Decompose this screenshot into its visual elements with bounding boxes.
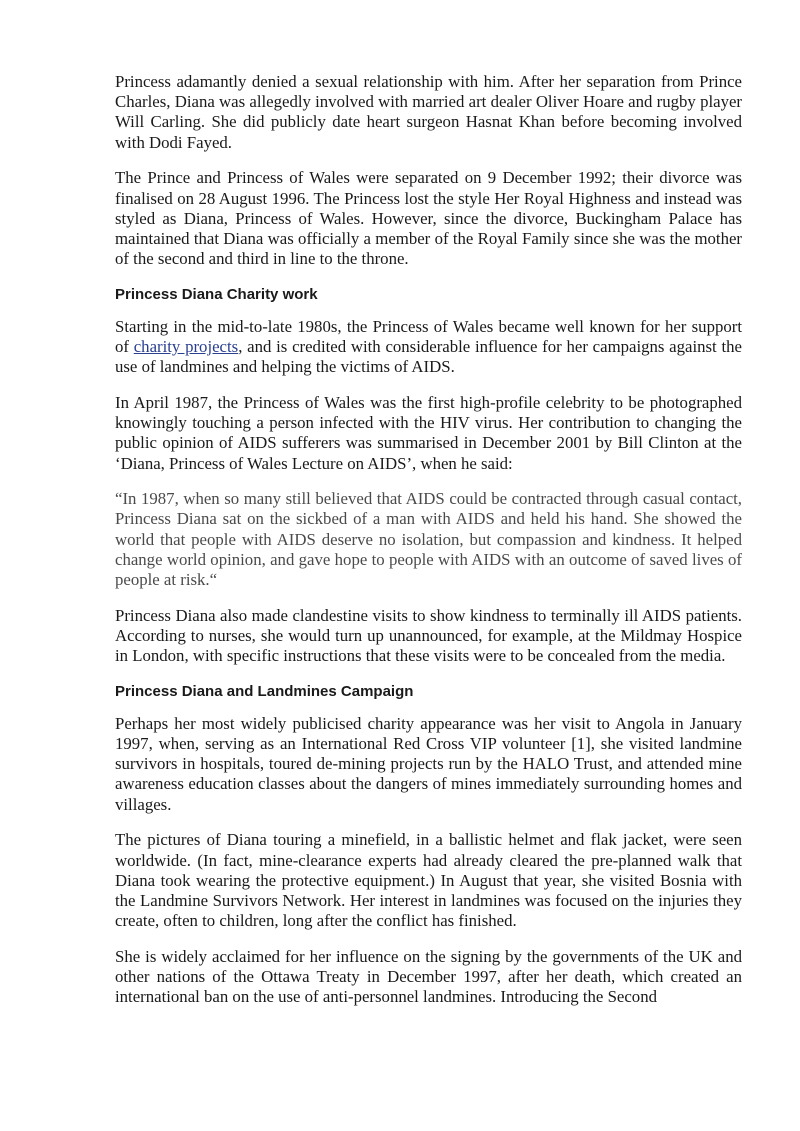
clinton-quote: “In 1987, when so many still believed that AIDS could be contracted through casual contact, Princess Diana sat on the sickbed of a man with AIDS and held his hand. She showed the world that people with AIDS deserve no isolation, but compassion and kindness. It helped change world opinion, and gave hope to people with AIDS with an outcome of saved lives of people at risk.“ (115, 489, 742, 590)
charity-projects-link[interactable]: charity projects (133, 337, 239, 357)
paragraph-minefield-pictures: The pictures of Diana touring a minefield, in a ballistic helmet and flak jacket, were seen worldwide. (In fact, mine-clearance experts had already cleared the pre-planned walk that Diana took wearing the protective equipment.) In August that year, she visited Bosnia with the Landmine Survivors Network. Her interest in landmines was focused on the injuries they create, often to children, long after the conflict has finished. (115, 830, 742, 931)
paragraph-separation: The Prince and Princess of Wales were separated on 9 December 1992; their divorce was finalised on 28 August 1996. The Princess lost the style Her Royal Highness and instead was styled as Diana, Princess of Wales. However, since the divorce, Buckingham Palace has maintained that Diana was officially a member of the Royal Family since she was the mother of the second and third in line to the throne. (115, 168, 742, 269)
document-page (115, 72, 742, 1008)
heading-charity-work: Princess Diana Charity work (115, 285, 318, 303)
paragraph-hiv-1987: In April 1987, the Princess of Wales was the first high-profile celebrity to be photographed knowingly touching a person infected with the HIV virus. Her contribution to changing the public opinion of AIDS sufferers was summarised in December 2001 by Bill Clinton at the ‘Diana, Princess of Wales Lecture on AIDS’, when he said: (115, 392, 742, 473)
paragraph-charity-intro (115, 317, 742, 378)
paragraph-ottawa-treaty: She is widely acclaimed for her influence on the signing by the governments of the UK and other nations of the Ottawa Treaty in December 1997, after her death, which created an international ban on the use of anti-personnel landmines. Introducing the Second (115, 946, 742, 1007)
paragraph-text: , and is credited with considerable influence for her campaigns against the use of landmines and helping the victims of AIDS. (115, 337, 742, 377)
paragraph-clandestine-visits: Princess Diana also made clandestine visits to show kindness to terminally ill AIDS patients. According to nurses, she would turn up unannounced, for example, at the Mildmay Hospice in London, with specific instructions that these visits were to be concealed from the media. (115, 605, 742, 666)
paragraph-relationships: Princess adamantly denied a sexual relationship with him. After her separation from Prince Charles, Diana was allegedly involved with married art dealer Oliver Hoare and rugby player Will Carling. She did publicly date heart surgeon Hasnat Khan before becoming involved with Dodi Fayed. (115, 72, 742, 152)
paragraph-angola-visit: Perhaps her most widely publicised charity appearance was her visit to Angola in January 1997, when, serving as an International Red Cross VIP volunteer [1], she visited landmine survivors in hospitals, toured de-mining projects run by the HALO Trust, and attended mine awareness education classes about the dangers of mines immediately surrounding homes and villages. (115, 713, 742, 814)
heading-landmines-campaign: Princess Diana and Landmines Campaign (115, 682, 414, 700)
paragraph-text: Starting in the mid-to-late 1980s, the Princess of Wales became well known for her support of (115, 316, 742, 357)
